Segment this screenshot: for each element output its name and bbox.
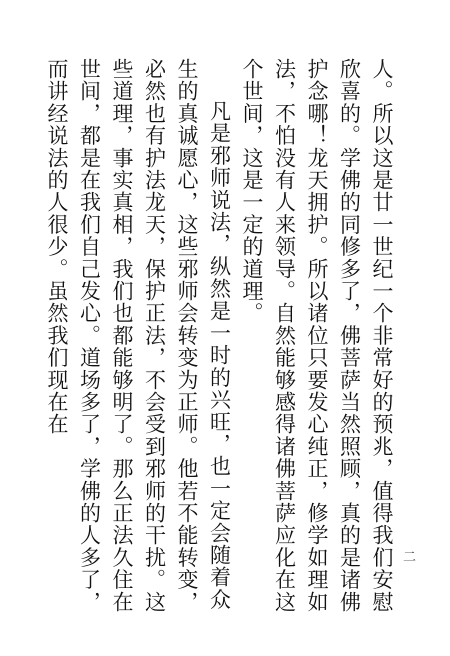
paragraph-1: 人。所以这是廿一世纪一个非常好的预兆，值得我们安慰欣喜的。学佛的同修多了，佛菩萨当然照顾，真的是诸佛护念哪！龙天拥护。所以诸位只要发心纯正，修学如理如法，不怕没有人来领导。自然能够感得诸佛菩萨应化在这个世间，这是一定的道理。 <box>240 58 394 613</box>
paragraph-2: 凡是邪师说法，纵然是一时的兴旺，也一定会随着众生的真诚愿心，这些邪师会转变为正师。他若不能转变，必然也有护法龙天，保护正法，不会受到邪师的干扰。这些道理，事实真相，我们也都能够明了。那么正法久住在世间，都是在我们自己发心。道场多了，学佛的人多了，而讲经说法的人很少。虽然我们现在在 <box>45 58 232 613</box>
vertical-text-body <box>38 58 398 618</box>
page-number: 二 <box>402 550 416 565</box>
